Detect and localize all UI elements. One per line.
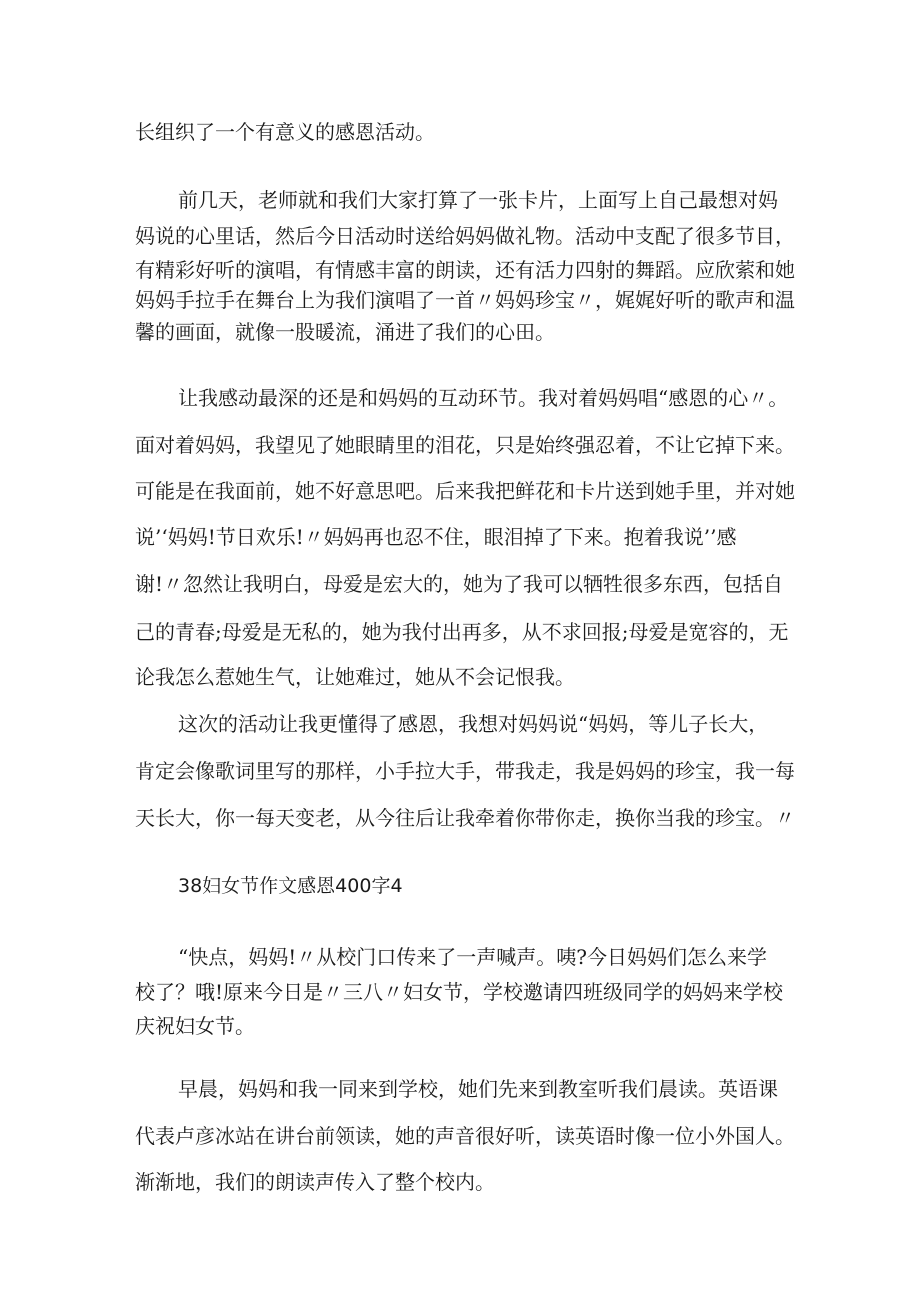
text-line-3: 妈说的心里话，然后今日活动时送给妈妈做礼物。活动中支配了很多节目，: [135, 224, 795, 248]
text-line-17: “快点，妈妈!〃从校门口传来了一声喊声。咦?今日妈妈们怎么来学: [178, 945, 767, 969]
text-line-1: 长组织了一个有意义的感恩活动。: [135, 120, 435, 144]
text-line-6: 馨的画面，就像一股暖流，涌进了我们的心田。: [135, 320, 555, 344]
text-line-13: 论我怎么惹她生气，让她难过，她从不会记恨我。: [135, 665, 575, 689]
text-line-20: 早晨，妈妈和我一同来到学校，她们先来到教室听我们晨读。英语课: [178, 1077, 778, 1101]
text-line-9: 可能是在我面前，她不好意思吧。后来我把鲜花和卡片送到她手里，并对她: [135, 479, 795, 503]
text-line-14: 这次的活动让我更懂得了感恩，我想对妈妈说“妈妈，等儿子长大，: [178, 712, 769, 736]
text-line-16: 天长大，你一每天变老，从今往后让我牵着你带你走，换你当我的珍宝。〃: [135, 806, 795, 830]
text-line-22: 渐渐地，我们的朗读声传入了整个校内。: [135, 1170, 495, 1194]
text-line-12: 己的青春;母爱是无私的，她为我付出再多，从不求回报;母爱是宽容的，无: [135, 620, 789, 644]
text-line-7: 让我感动最深的还是和妈妈的互动环节。我对着妈妈唱“感恩的心〃。: [178, 386, 789, 410]
text-line-19: 庆祝妇女节。: [135, 1014, 255, 1038]
text-line-18: 校了？哦!原来今日是〃三八〃妇女节，学校邀请四班级同学的妈妈来学校: [135, 980, 784, 1004]
text-line-21: 代表卢彦冰站在讲台前领读，她的声音很好听，读英语时像一位小外国人。: [135, 1124, 795, 1148]
text-line-5: 妈妈手拉手在舞台上为我们演唱了一首〃妈妈珍宝〃，娓娓好听的歌声和温: [135, 288, 795, 312]
text-line-10: 说’‘妈妈!节日欢乐!〃妈妈再也忍不住，眼泪掉了下来。抱着我说’’感: [135, 525, 737, 549]
text-line-4: 有精彩好听的演唱，有情感丰富的朗读，还有活力四射的舞蹈。应欣萦和她: [135, 258, 795, 282]
text-line-11: 谢!〃忽然让我明白，母爱是宏大的，她为了我可以牺牲很多东西，包括自: [135, 572, 784, 596]
section-heading: 38妇女节作文感恩400字4: [178, 875, 403, 897]
text-line-15: 肯定会像歌词里写的那样，小手拉大手，带我走，我是妈妈的珍宝，我一每: [135, 759, 795, 783]
text-line-2: 前几天，老师就和我们大家打算了一张卡片，上面写上自己最想对妈: [178, 188, 778, 212]
text-line-8: 面对着妈妈，我望见了她眼睛里的泪花，只是始终强忍着，不让它掉下来。: [135, 433, 795, 457]
